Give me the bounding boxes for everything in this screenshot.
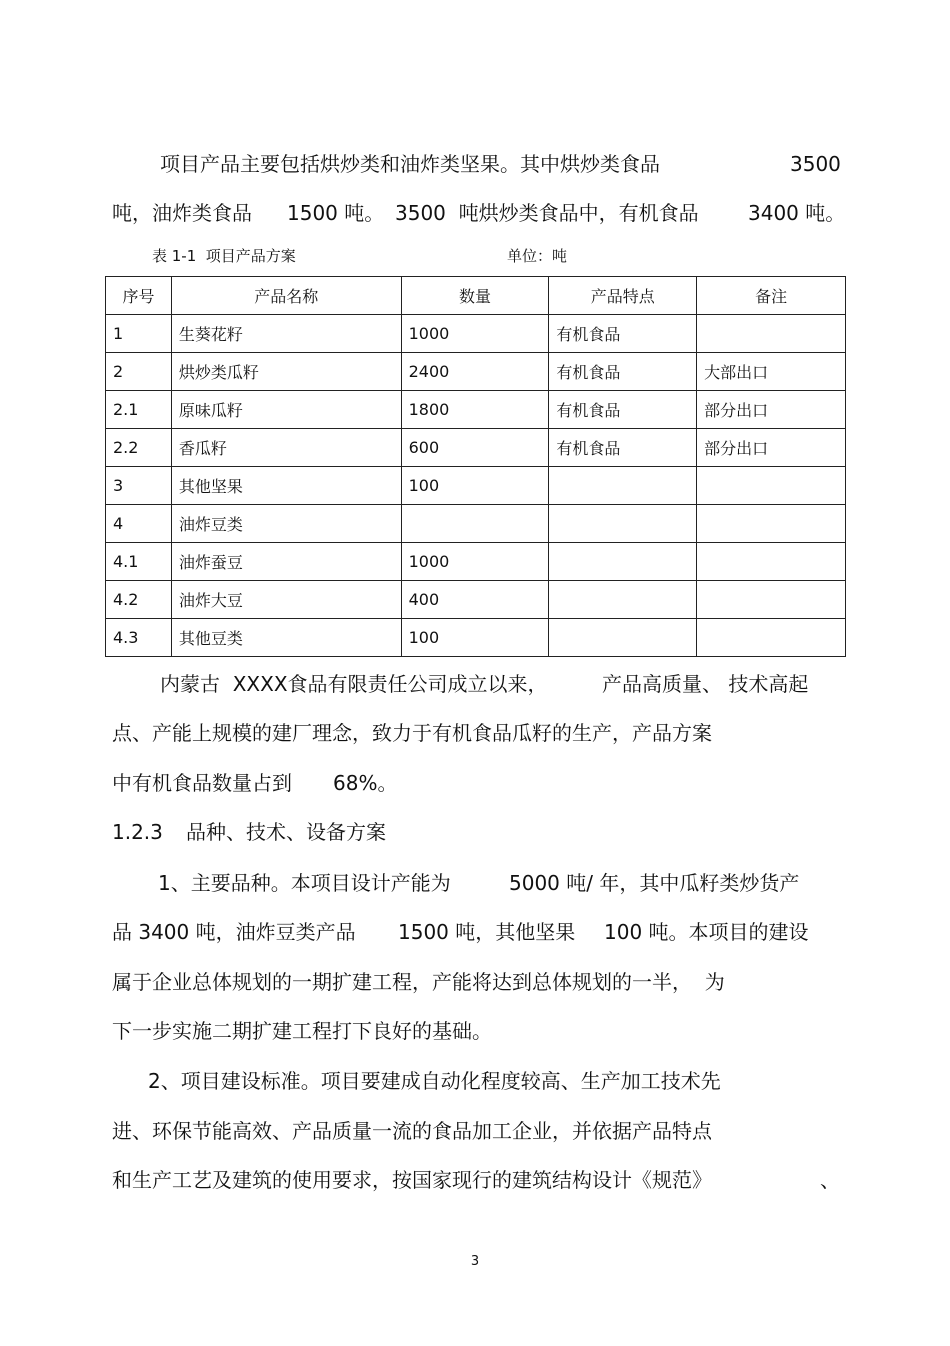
table-row — [106, 505, 846, 543]
cell-remark — [697, 619, 846, 657]
cell-quantity: 400 — [401, 581, 549, 619]
cell-remark — [697, 581, 846, 619]
para4-line1: 2、项目建设标准。项目要建成自动化程度较高、生产加工技术先 — [148, 1069, 721, 1093]
product-plan-table — [105, 276, 846, 657]
para2-line1-part1: 内蒙古 XXXX食品有限责任公司成立以来， — [160, 672, 548, 696]
section-number: 1.2.3 — [112, 820, 163, 844]
cell-index: 4 — [106, 505, 172, 543]
cell-remark: 大部出口 — [697, 353, 846, 391]
cell-quantity: 1000 — [401, 543, 549, 581]
table-row — [106, 391, 846, 429]
para3-line1-part1: 1、主要品种。本项目设计产能为 — [158, 871, 451, 895]
cell-remark: 部分出口 — [697, 429, 846, 467]
cell-index: 1 — [106, 315, 172, 353]
cell-feature — [549, 467, 697, 505]
table-row — [106, 467, 846, 505]
table-row — [106, 429, 846, 467]
para2-line3-part2: 68%。 — [333, 771, 398, 795]
cell-remark: 部分出口 — [697, 391, 846, 429]
cell-name: 香瓜籽 — [171, 429, 401, 467]
cell-feature — [549, 505, 697, 543]
cell-index: 2.1 — [106, 391, 172, 429]
para4-line3-part2: 、 — [820, 1168, 840, 1192]
header-cell: 序号 — [106, 277, 172, 315]
cell-feature: 有机食品 — [549, 353, 697, 391]
cell-quantity: 2400 — [401, 353, 549, 391]
para1-line2-part1: 吨，油炸类食品 — [112, 201, 252, 225]
cell-name: 其他坚果 — [171, 467, 401, 505]
cell-quantity: 100 — [401, 619, 549, 657]
para3-line2-part2: 1500 吨，其他坚果 — [398, 920, 576, 944]
cell-index: 2.2 — [106, 429, 172, 467]
header-cell: 数量 — [401, 277, 549, 315]
page-number: 3 — [470, 1254, 480, 1269]
cell-remark — [697, 467, 846, 505]
para1-line2-part2: 1500 吨。 — [287, 201, 385, 225]
cell-feature: 有机食品 — [549, 391, 697, 429]
cell-index: 4.3 — [106, 619, 172, 657]
table-row — [106, 543, 846, 581]
section-title: 品种、技术、设备方案 — [186, 820, 386, 844]
para4-line3-part1: 和生产工艺及建筑的使用要求，按国家现行的建筑结构设计《规范》 — [112, 1168, 712, 1192]
cell-index: 4.2 — [106, 581, 172, 619]
cell-quantity: 100 — [401, 467, 549, 505]
para4-line2: 进、环保节能高效、产品质量一流的食品加工企业，并依据产品特点 — [112, 1119, 712, 1143]
cell-remark — [697, 543, 846, 581]
cell-feature — [549, 619, 697, 657]
table-row — [106, 619, 846, 657]
table-row — [106, 353, 846, 391]
cell-feature — [549, 543, 697, 581]
cell-quantity: 600 — [401, 429, 549, 467]
para3-line1-part2: 5000 吨/ 年，其中瓜籽类炒货产 — [509, 871, 800, 895]
cell-name: 原味瓜籽 — [171, 391, 401, 429]
para1-line1-text: 项目产品主要包括烘炒类和油炸类坚果。其中烘炒类食品 — [160, 152, 660, 176]
cell-feature: 有机食品 — [549, 315, 697, 353]
cell-remark — [697, 315, 846, 353]
cell-name: 油炸大豆 — [171, 581, 401, 619]
para1-line2-part3: 3500 吨烘炒类食品中，有机食品 — [395, 201, 699, 225]
para1-line1-number: 3500 — [790, 152, 841, 176]
para2-line1-part2: 产品高质量、 技术高起 — [602, 672, 809, 696]
cell-index: 3 — [106, 467, 172, 505]
header-cell: 备注 — [697, 277, 846, 315]
table-row — [106, 315, 846, 353]
table-caption-unit: 单位：吨 — [507, 247, 568, 265]
cell-name: 其他豆类 — [171, 619, 401, 657]
cell-index: 4.1 — [106, 543, 172, 581]
header-cell: 产品名称 — [171, 277, 401, 315]
cell-index: 2 — [106, 353, 172, 391]
cell-name: 油炸豆类 — [171, 505, 401, 543]
header-cell: 产品特点 — [549, 277, 697, 315]
para2-line3-part1: 中有机食品数量占到 — [112, 771, 292, 795]
cell-name: 油炸蚕豆 — [171, 543, 401, 581]
para2-line2: 点、产能上规模的建厂理念，致力于有机食品瓜籽的生产，产品方案 — [112, 721, 712, 745]
para3-line3: 属于企业总体规划的一期扩建工程，产能将达到总体规划的一半， 为 — [112, 970, 725, 994]
cell-name: 烘炒类瓜籽 — [171, 353, 401, 391]
cell-quantity — [401, 505, 549, 543]
para3-line2-part3: 100 吨。本项目的建设 — [604, 920, 809, 944]
cell-quantity: 1800 — [401, 391, 549, 429]
cell-feature: 有机食品 — [549, 429, 697, 467]
para1-line2-part4: 3400 吨。 — [748, 201, 846, 225]
cell-quantity: 1000 — [401, 315, 549, 353]
cell-name: 生葵花籽 — [171, 315, 401, 353]
cell-remark — [697, 505, 846, 543]
table-header-row — [106, 277, 846, 315]
para3-line4: 下一步实施二期扩建工程打下良好的基础。 — [112, 1019, 492, 1043]
table-caption-title: 表 1-1 项目产品方案 — [152, 247, 296, 265]
cell-feature — [549, 581, 697, 619]
table-row — [106, 581, 846, 619]
para3-line2-part1: 品 3400 吨，油炸豆类产品 — [112, 920, 356, 944]
